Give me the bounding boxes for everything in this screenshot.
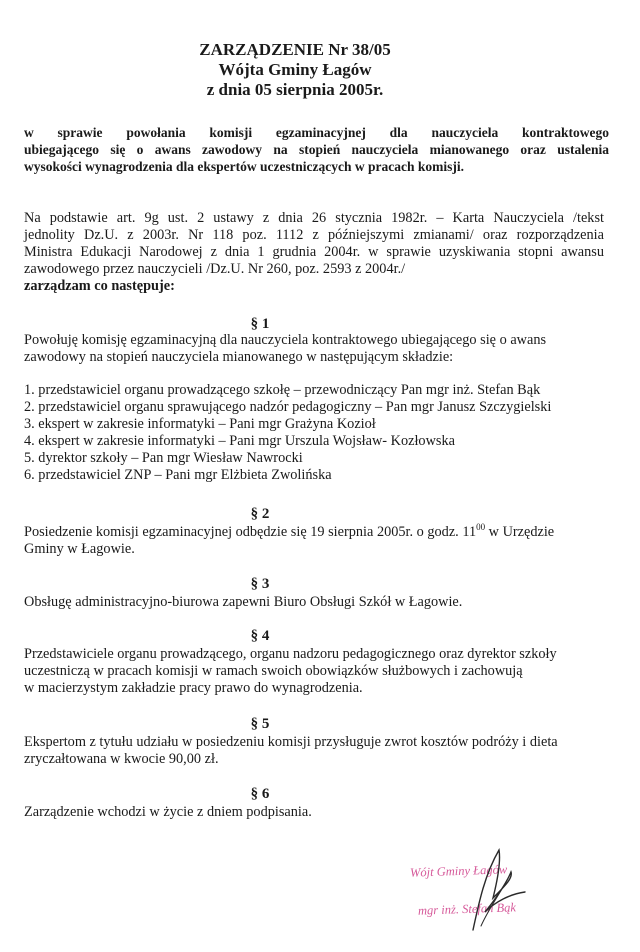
section-3-text: Obsługę administracyjno-biurowa zapewni Biuro Obsługi Szkół w Łagowie. [24, 594, 463, 610]
section-5-line: zryczałtowana w kwocie 90,00 zł. [24, 751, 219, 767]
official-stamp-line-1: Wójt Gminy Łagów [409, 862, 508, 880]
official-stamp-line-2: mgr inż. Stefan Bąk [417, 900, 517, 918]
committee-members-list [24, 382, 604, 484]
committee-member: 4. ekspert w zakresie informatyki – Pani mgr Urszula Wojsław- Kozłowska [24, 433, 455, 449]
section-6-text: Zarządzenie wchodzi w życie z dniem podpisania. [24, 804, 312, 820]
subject [24, 124, 609, 175]
handwritten-signature [455, 842, 535, 932]
committee-member: 1. przedstawiciel organu prowadzącego szkołę – przewodniczący Pan mgr inż. Stefan Bąk [24, 382, 541, 398]
document-title: ZARZĄDZENIE Nr 38/05 [199, 40, 391, 59]
document-date: z dnia 05 sierpnia 2005r. [206, 80, 384, 99]
section-5-text [24, 734, 604, 768]
section-6-heading: § 6 [250, 786, 270, 802]
basis-line: Na podstawie art. 9g ust. 2 ustawy z dnia 26 stycznia 1982r. – Karta Nauczyciela /tekst [24, 210, 604, 226]
section-4-text [24, 646, 604, 697]
committee-member: 5. dyrektor szkoły – Pan mgr Wiesław Nawrocki [24, 450, 303, 466]
issuer-title: Wójta Gminy Łagów [218, 60, 372, 79]
section-2-text [24, 524, 604, 558]
section-4-line: uczestniczą w pracach komisji w ramach swoich obowiązków służbowych i zachowują [24, 663, 523, 679]
section-4-line: Przedstawiciele organu prowadzącego, organu nadzoru pedagogicznego oraz dyrektor szkoły [24, 646, 557, 662]
section-5-heading: § 5 [250, 716, 270, 732]
section-1-line: zawodowy na stopień nauczyciela mianowanego w następującym składzie: [24, 349, 454, 365]
committee-member: 2. przedstawiciel organu sprawującego nadzór pedagogiczny – Pan mgr Janusz Szczygielski [24, 399, 552, 415]
section-3-heading: § 3 [250, 576, 270, 592]
subject-line: w sprawie powołania komisji egzaminacyjnej dla nauczyciela kontraktowego [24, 125, 609, 140]
basis-line: jednolity Dz.U. z 2003r. Nr 118 poz. 1112 z późniejszymi zmianami/ oraz rozporządzenia [24, 227, 604, 243]
meeting-place-text: w Urzędzie [485, 524, 555, 540]
section-5-line: Ekspertom z tytułu udziału w posiedzeniu komisji przysługuje zwrot kosztów podróży i dieta [24, 734, 558, 750]
section-2-heading: § 2 [250, 506, 270, 522]
section-1-intro [24, 332, 604, 366]
section-1-heading: § 1 [250, 316, 270, 332]
committee-member: 3. ekspert w zakresie informatyki – Pani mgr Grażyna Kozioł [24, 416, 376, 432]
section-1-line: Powołuję komisję egzaminacyjną dla nauczyciela kontraktowego ubiegającego się o awans [24, 332, 547, 348]
committee-member: 6. przedstawiciel ZNP – Pani mgr Elżbieta Zwolińska [24, 467, 332, 483]
section-2-line [24, 524, 604, 541]
basis-line: Ministra Edukacji Narodowej z dnia 1 grudnia 2004r. w sprawie uzyskiwania stopni awansu [24, 244, 604, 260]
section-2-line: Gminy w Łagowie. [24, 541, 135, 557]
basis-line: zawodowego przez nauczycieli /Dz.U. Nr 260, poz. 2593 z 2004r./ [24, 261, 406, 277]
subject-line: wysokości wynagrodzenia dla ekspertów uczestniczących w pracach komisji. [24, 159, 464, 174]
legal-basis [24, 210, 604, 295]
subject-line: ubiegającego się o awans zawodowy na stopień nauczyciela mianowanego oraz ustalenia [24, 142, 609, 157]
meeting-time-minutes: 00 [476, 522, 486, 533]
section-4-line: w macierzystym zakładzie pracy prawo do wynagrodzenia. [24, 680, 363, 696]
meeting-date-text: Posiedzenie komisji egzaminacyjnej odbędzie się 19 sierpnia 2005r. o godz. 11 [24, 524, 477, 540]
decree-statement: zarządzam co następuje: [24, 278, 175, 294]
section-4-heading: § 4 [250, 628, 270, 644]
